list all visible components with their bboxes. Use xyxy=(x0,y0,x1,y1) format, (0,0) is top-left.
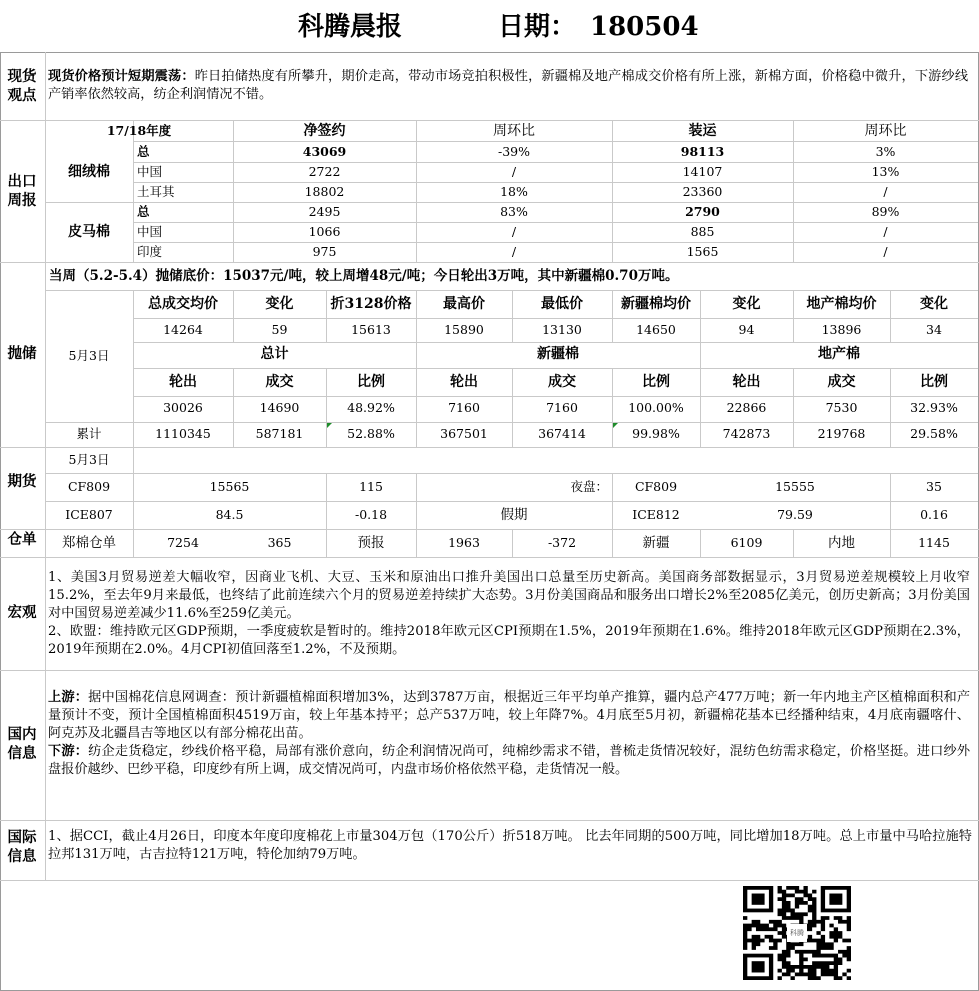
section-label-spot: 现货观点 xyxy=(7,68,37,104)
futures-date: 5月3日 xyxy=(68,452,110,467)
col-header: 轮出 xyxy=(732,374,761,390)
auction-summary: 当周（5.2-5.4）抛储底价：15037元/吨，较上周增48元/吨；今日轮出3万吨，其中新疆棉0.70万吨。 xyxy=(49,268,679,284)
col-header: 比例 xyxy=(920,374,948,390)
night-session-label: 夜盘： xyxy=(570,479,608,494)
col-header: 成交 xyxy=(827,374,856,390)
qr-finder-pattern xyxy=(752,894,765,905)
export-header-season: 17/18年度 xyxy=(106,123,172,138)
holiday-note: 假期 xyxy=(500,507,528,523)
macro-paragraph: 1、美国3月贸易逆差大幅收窄，因商业飞机、大豆、玉米和原油出口推升美国出口总量至历史新高。美国商务部数据显示，3月贸易逆差规模较上月收窄15.2%，至去年9月来最低，也终结了此前连续六个月的贸易逆差持续扩大态势。3月份美国商品和服务出口增长2%至2085亿美元，创历史新高；3月份美国对中国贸易逆差减少11.6%至259亿美元。 xyxy=(48,570,970,621)
table-cell: 22866 xyxy=(726,400,767,415)
net-change: 18% xyxy=(500,184,528,199)
ship-change: / xyxy=(883,224,888,239)
report-date: 180504 xyxy=(590,12,699,42)
contract-price: 15555 xyxy=(775,479,815,494)
contract-price: 79.59 xyxy=(777,507,813,522)
table-cell: 1110345 xyxy=(155,426,211,441)
net-change: / xyxy=(511,164,517,179)
col-header: 轮出 xyxy=(450,374,478,390)
table-cell: 1963 xyxy=(448,535,480,550)
export-header-net-chg: 周环比 xyxy=(493,123,535,139)
ship-change: 89% xyxy=(871,204,900,219)
table-cell: 14690 xyxy=(259,400,300,415)
region-label: 内地 xyxy=(828,535,855,551)
table-cell: 13130 xyxy=(542,322,582,337)
export-group-upland: 细绒棉 xyxy=(68,164,110,180)
table-cell: 99.98% xyxy=(632,426,680,441)
cell-comment-marker xyxy=(613,423,618,428)
upstream-body: 据中国棉花信息网调查：预计新疆植棉面积增加3%，达到3787万亩，根据近三年平均单产推算，疆内总产477万吨；新一年内地主产区植棉面积和产量预计不变，预计全国植棉面积4519万亩，较上年基本持平；总产537万吨，较上年降7%。4月底至5月初，新疆棉花基本已经播种结束，4月底南疆喀什、阿克苏及北疆昌吉等地区以有部分棉花出苗。 xyxy=(48,690,971,741)
warehouse-label: 郑棉仓单 xyxy=(62,535,116,551)
spot-lead: 现货价格预计短期震荡： xyxy=(48,69,195,84)
col-header: 变化 xyxy=(265,296,294,312)
net-change: / xyxy=(511,224,517,239)
region-label: 新疆 xyxy=(642,535,670,551)
ship-change: 3% xyxy=(875,144,896,159)
domestic-text xyxy=(48,689,970,779)
table-cell: 13896 xyxy=(821,322,862,337)
domestic-downstream xyxy=(48,743,970,779)
spot-body: 昨日拍储热度有所攀升，期价走高，带动市场竞拍积极性，新疆棉及地产棉成交价格有所上涨，新棉方面，价格稳中微升，下游纱线产销率依然较高，纺企利润情况不错。 xyxy=(48,69,969,102)
forecast-label: 预报 xyxy=(357,535,385,551)
table-cell: 34 xyxy=(926,322,942,337)
net-value: 2722 xyxy=(308,164,341,179)
section-label-warehouse: 仓单 xyxy=(7,531,37,548)
qr-finder-pattern xyxy=(752,961,765,972)
table-cell: 7160 xyxy=(546,400,578,415)
col-header: 地产棉均价 xyxy=(806,296,877,312)
group-header: 地产棉 xyxy=(818,346,860,362)
table-cell: 742873 xyxy=(722,426,771,441)
net-value: 18802 xyxy=(304,184,345,199)
net-change: 83% xyxy=(500,204,528,219)
table-cell: 94 xyxy=(738,322,755,337)
table-cell: 30026 xyxy=(163,400,203,415)
report-header xyxy=(0,0,979,52)
col-header: 变化 xyxy=(732,296,761,312)
table-cell: 367501 xyxy=(440,426,488,441)
net-value: 43069 xyxy=(302,144,347,159)
report-title: 科腾晨报 xyxy=(298,12,403,42)
contract-code: ICE812 xyxy=(632,507,680,522)
col-header: 比例 xyxy=(357,374,385,390)
table-cell: 7160 xyxy=(448,400,480,415)
section-label-intl: 国际信息 xyxy=(7,829,37,865)
contract-price: 15565 xyxy=(209,479,250,494)
table-cell: 7254 xyxy=(167,535,199,550)
downstream-lead: 下游： xyxy=(48,744,89,759)
section-label-futures: 期货 xyxy=(7,473,37,490)
cell-comment-marker xyxy=(327,423,332,428)
ship-change: 13% xyxy=(871,164,900,179)
table-cell: 59 xyxy=(271,322,288,337)
col-header: 新疆棉均价 xyxy=(621,296,691,312)
export-header-net: 净签约 xyxy=(303,123,346,139)
auction-date: 5月3日 xyxy=(68,348,110,363)
table-cell: 1145 xyxy=(918,535,950,550)
qr-caption: 科腾 xyxy=(787,924,807,942)
spot-opinion xyxy=(48,68,968,104)
table-cell: 14650 xyxy=(636,322,676,337)
table-cell: 100.00% xyxy=(628,400,684,415)
contract-change: 115 xyxy=(359,479,383,494)
row-label: 中国 xyxy=(137,224,163,239)
table-cell: 365 xyxy=(267,535,292,550)
ship-value: 885 xyxy=(690,224,715,239)
ship-value: 2790 xyxy=(685,204,720,219)
row-label: 土耳其 xyxy=(137,184,175,199)
table-cell: 32.93% xyxy=(910,400,958,415)
table-cell: 48.92% xyxy=(347,400,395,415)
table-cell: 219768 xyxy=(817,426,866,441)
contract-price: 84.5 xyxy=(215,507,244,522)
date-label: 日期： xyxy=(498,12,577,42)
ship-change: / xyxy=(883,244,888,259)
upstream-lead: 上游： xyxy=(48,690,89,705)
col-header: 最高价 xyxy=(443,296,485,312)
group-header: 总计 xyxy=(260,346,289,362)
col-header: 成交 xyxy=(548,374,576,390)
col-header: 折3128价格 xyxy=(330,296,412,312)
ship-value: 1565 xyxy=(686,244,719,259)
auction-cumulative-label: 累计 xyxy=(76,426,102,441)
row-label: 总 xyxy=(137,144,150,159)
table-cell: -372 xyxy=(547,535,577,550)
col-header: 成交 xyxy=(265,374,294,390)
col-header: 变化 xyxy=(920,296,948,312)
section-label-domestic: 国内信息 xyxy=(7,726,37,762)
contract-change: 35 xyxy=(926,479,942,494)
net-value: 975 xyxy=(312,244,337,259)
col-header: 轮出 xyxy=(169,374,197,390)
net-change: / xyxy=(511,244,517,259)
table-cell: 29.58% xyxy=(910,426,958,441)
ship-value: 98113 xyxy=(680,144,725,159)
table-cell: 587181 xyxy=(255,426,304,441)
contract-change: -0.18 xyxy=(354,507,388,522)
group-header: 新疆棉 xyxy=(537,346,579,362)
col-header: 比例 xyxy=(642,374,670,390)
table-cell: 6109 xyxy=(730,535,763,550)
table-cell: 52.88% xyxy=(347,426,395,441)
contract-change: 0.16 xyxy=(920,507,948,522)
export-group-pima: 皮马棉 xyxy=(68,224,110,240)
qr-finder-pattern xyxy=(829,894,842,905)
col-header: 总成交均价 xyxy=(148,296,218,312)
ship-value: 14107 xyxy=(682,164,723,179)
macro-text xyxy=(48,569,970,659)
section-label-auction: 抛储 xyxy=(7,345,37,362)
section-label-macro: 宏观 xyxy=(7,604,37,621)
col-header: 最低价 xyxy=(541,296,583,312)
contract-code: ICE807 xyxy=(65,507,113,522)
table-cell: 367414 xyxy=(538,426,586,441)
row-label: 中国 xyxy=(137,164,163,179)
section-label-export: 出口周报 xyxy=(7,173,37,209)
table-cell: 15890 xyxy=(444,322,484,337)
export-header-ship-chg: 周环比 xyxy=(864,123,907,139)
intl-text: 1、据CCI，截止4月26日，印度本年度印度棉花上市量304万包（170公斤）折518万吨。 比去年同期的500万吨，同比增加18万吨。总上市量中马哈拉施特拉邦131万吨，古吉拉特121万吨，特伦加纳79万吨。 xyxy=(48,829,972,862)
ship-change: / xyxy=(883,184,888,199)
domestic-upstream xyxy=(48,689,970,743)
qr-code xyxy=(743,886,851,980)
table-cell: 14264 xyxy=(163,322,203,337)
net-change: -39% xyxy=(497,144,530,159)
table-cell: 7530 xyxy=(825,400,858,415)
contract-code: CF809 xyxy=(67,479,111,494)
export-header-ship: 装运 xyxy=(688,123,717,139)
net-value: 2495 xyxy=(308,204,341,219)
contract-code: CF809 xyxy=(634,479,678,494)
downstream-body: 纺企走货稳定，纱线价格平稳，局部有涨价意向，纺企利润情况尚可，纯棉纱需求不错，普梳走货情况较好，混纺色纺需求稳定，价格坚挺。进口纱外盘报价越纱、巴纱平稳，印度纱有所上调，成交情况尚可，内盘市场价格依然平稳，走货情况一般。 xyxy=(48,744,971,777)
table-cell: 15613 xyxy=(351,322,391,337)
ship-value: 23360 xyxy=(682,184,723,199)
net-value: 1066 xyxy=(308,224,341,239)
row-label: 印度 xyxy=(137,244,163,259)
row-label: 总 xyxy=(137,204,150,219)
macro-paragraph: 2、欧盟：维持欧元区GDP预期，一季度疲软是暂时的。维持2018年欧元区CPI预期在1.5%，2019年预期在1.6%。维持2018年欧元区GDP预期在2.3%，2019年预期在2.0%。4月CPI初值回落至1.2%，不及预期。 xyxy=(48,624,970,657)
